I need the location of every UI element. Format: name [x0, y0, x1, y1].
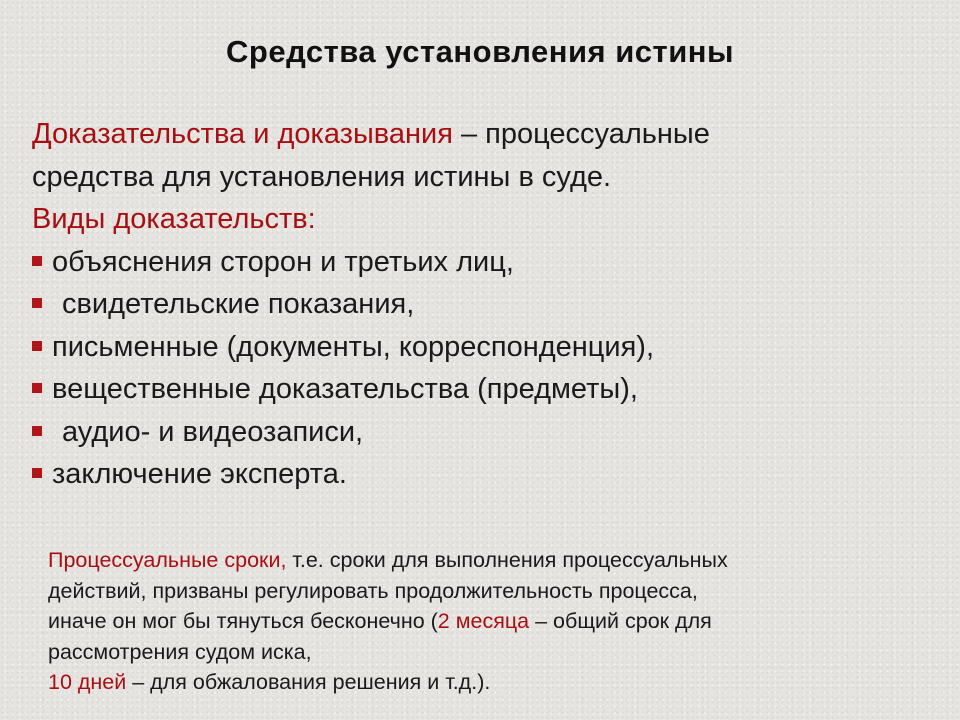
note-text: – общий срок для: [529, 609, 712, 633]
list-item-text: вещественные доказательства (предметы),: [52, 373, 638, 405]
note-line-1: [48, 545, 928, 576]
slide-title: Средства установления истины: [226, 34, 734, 69]
list-item: [32, 326, 932, 369]
square-bullet-icon: [32, 468, 42, 478]
note-line-2: действий, призваны регулировать продолжительность процесса,: [48, 578, 698, 603]
list-item: [32, 411, 932, 454]
definition-term: Доказательства и доказывания: [32, 118, 453, 150]
evidence-types-heading: Виды доказательств:: [32, 203, 316, 235]
definition-line-2: средства для установления истины в суде.: [32, 160, 612, 193]
note-text: иначе он мог бы тянуться бесконечно (: [48, 609, 438, 633]
square-bullet-icon: [32, 426, 42, 436]
note-line-4: рассмотрения судом иска,: [48, 639, 312, 664]
list-item: [32, 241, 932, 284]
note-line-3: [48, 606, 928, 637]
definition-rest: – процессуальные: [452, 118, 710, 150]
list-item-text: аудио- и видеозаписи,: [62, 415, 364, 448]
main-content: [32, 113, 932, 496]
square-bullet-icon: [32, 341, 42, 351]
note-line-5: [48, 667, 928, 698]
square-bullet-icon: [32, 383, 42, 393]
procedural-deadlines-note: [48, 545, 928, 698]
appeal-term-highlight: 10 дней: [48, 670, 127, 694]
list-item-text: заключение эксперта.: [52, 458, 347, 490]
square-bullet-icon: [32, 256, 42, 266]
general-term-highlight: 2 месяца: [437, 609, 530, 633]
list-item-text: объяснения сторон и третьих лиц,: [52, 245, 514, 278]
deadlines-term: Процессуальные сроки,: [48, 548, 287, 572]
square-bullet-icon: [32, 298, 42, 308]
list-item: [32, 283, 932, 326]
note-text: – для обжалования решения и т.д.).: [126, 670, 491, 694]
list-item-text: письменные (документы, корреспонденция),: [52, 330, 655, 363]
definition-line-1: [32, 113, 932, 156]
note-text: т.е. сроки для выполнения процессуальных: [286, 548, 728, 572]
list-item: [32, 453, 932, 496]
list-item-text: свидетельские показания,: [62, 288, 415, 320]
list-item: [32, 368, 932, 411]
